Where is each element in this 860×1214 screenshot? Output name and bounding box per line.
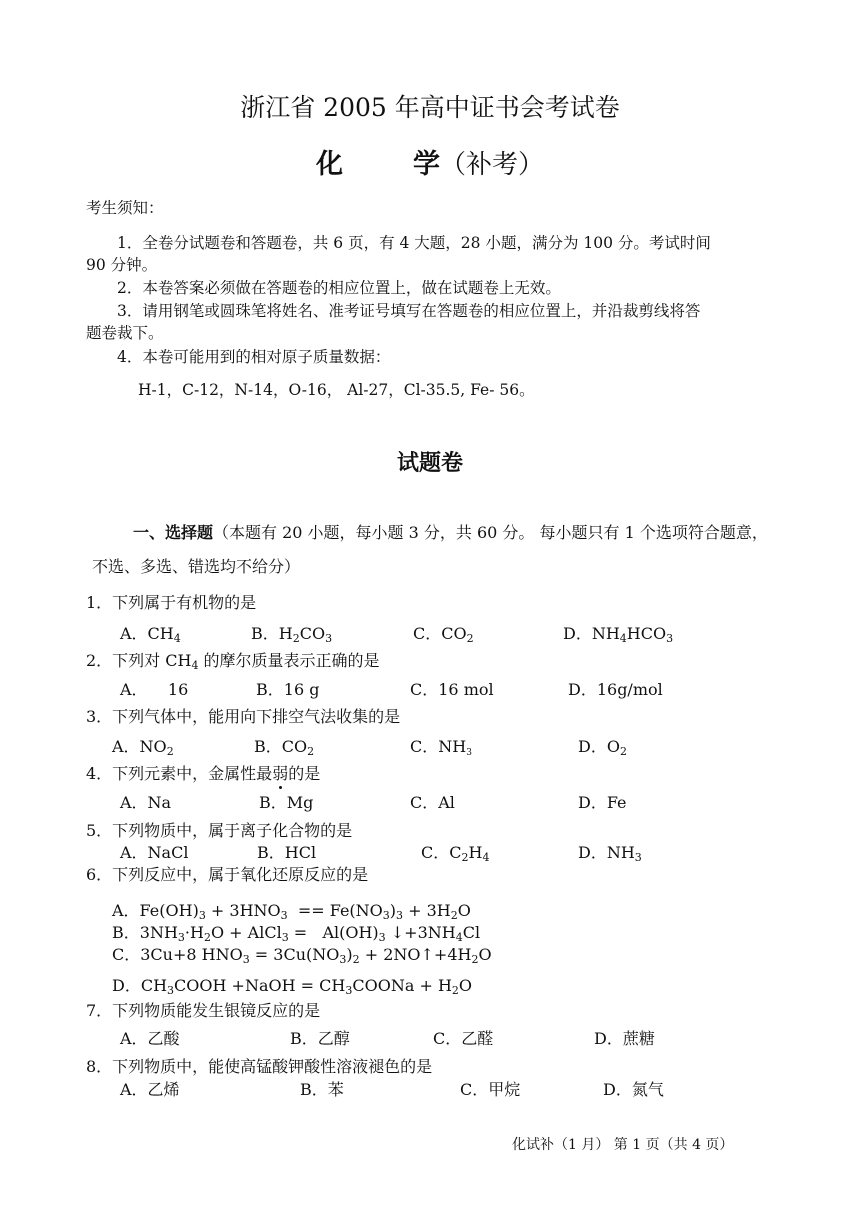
question-3-option-a: A．$NO_2$ <box>112 737 174 758</box>
question-6-option-b: B．$3NH_3\cdot H_2O$ + AlCl$_3$ = $Al(OH)_3$ $↓+3NH_4Cl$ <box>112 923 481 944</box>
part1-desc-cont: 不选、多选、错选均不给分） <box>92 557 301 576</box>
part1-label: 一、选择题 <box>133 523 214 542</box>
part1-desc: （本题有 20 小题，每小题 3 分，共 60 分。 每小题只有 1 个选项符合题意， <box>213 523 768 542</box>
exam-title: 浙江省 2005 年高中证书会考试卷 <box>240 93 620 122</box>
question-2-option-d: D．16g/mol <box>568 680 663 699</box>
question-2-stem-b: 的摩尔质量表示正确的是 <box>198 651 380 670</box>
question-3-option-c: C．$NH_3$ <box>410 737 472 758</box>
notice-item-1: 1．全卷分试题卷和答题卷，共 6 页，有 4 大题，28 小题，满分为 100 分。考试时间 <box>117 234 711 252</box>
subject-char-2: 学 <box>412 149 440 180</box>
notice-item-2: 2．本卷答案必须做在答题卷的相应位置上，做在试题卷上无效。 <box>117 279 561 297</box>
question-3-option-b: B．$CO_2$ <box>254 737 315 758</box>
question-6-option-a: A．$Fe(OH)_3 + 3HNO_3 == Fe(NO_3)_3 + 3H_2O$ <box>112 901 471 922</box>
question-5-option-c: C．$C_2H_4$ <box>421 843 490 864</box>
question-3-option-d: D．$O_2$ <box>578 737 627 758</box>
question-4-option-d: D．Fe <box>578 793 627 812</box>
question-7-stem: 7．下列物质能发生银镜反应的是 <box>86 1001 321 1020</box>
notice-item-3-cont: 题卷裁下。 <box>86 324 164 342</box>
notice-item-3: 3．请用钢笔或圆珠笔将姓名、准考证号填写在答题卷的相应位置上，并沿裁剪线将答 <box>117 302 701 320</box>
question-1-option-a: A．$CH_4$ <box>120 624 181 645</box>
question-1-stem: 1．下列属于有机物的是 <box>86 593 257 612</box>
question-4-option-b: B．Mg <box>259 793 314 812</box>
question-6-option-d: D．$CH_3COOH$ +NaOH = $CH_3COONa + H_2O$ <box>112 976 473 997</box>
question-3-stem: 3．下列气体中，能用向下排空气法收集的是 <box>86 707 401 726</box>
question-6-option-c: C．3Cu+8 $HNO_3 = 3Cu(NO_3)_2$ + $2NO↑+4H_2O$ <box>112 945 492 966</box>
question-2-stem-a: 2．下列对 CH <box>86 651 192 670</box>
question-1-option-d: D．$NH_4HCO_3$ <box>563 624 674 645</box>
question-4-option-a: A．Na <box>120 793 172 812</box>
atomic-masses: H-1，C-12，N-14，O-16， Al-27，Cl-35.5, Fe- 56。 <box>138 381 535 399</box>
notice-item-4: 4．本卷可能用到的相对原子质量数据： <box>117 348 391 366</box>
question-8-stem: 8．下列物质中，能使高锰酸钾酸性溶液褪色的是 <box>86 1057 433 1076</box>
question-2-option-b: B．16 g <box>256 680 320 699</box>
question-1-option-b: B．$H_2CO_3$ <box>251 624 333 645</box>
question-7-option-b: B．乙醇 <box>290 1029 350 1048</box>
part1-heading <box>133 522 768 544</box>
question-5-option-a: A．NaCl <box>120 843 189 862</box>
question-4-stem <box>86 761 320 784</box>
question-5-option-b: B．HCl <box>257 843 317 862</box>
question-8-option-d: D．氮气 <box>603 1080 664 1099</box>
question-4-stem-b: 的是 <box>288 764 321 783</box>
question-5-stem: 5．下列物质中，属于离子化合物的是 <box>86 821 353 840</box>
question-7-option-a: A．乙酸 <box>120 1029 180 1048</box>
question-8-option-b: B．苯 <box>300 1080 344 1099</box>
question-8-option-a: A．乙烯 <box>120 1080 180 1099</box>
page-footer: 化试补（1 月） 第 1 页（共 4 页） <box>512 1137 734 1153</box>
question-7-option-d: D．蔗糖 <box>594 1029 655 1048</box>
question-5-option-d: D．$NH_3$ <box>578 843 642 864</box>
question-2-stem <box>86 648 380 671</box>
question-4-stem-emphasis: 弱 <box>272 764 289 783</box>
question-8-option-c: C．甲烷 <box>460 1080 521 1099</box>
question-2-option-a: A． 16 <box>120 680 189 699</box>
question-4-option-c: C．Al <box>410 793 455 812</box>
notice-item-1-cont: 90 分钟。 <box>86 256 158 274</box>
question-2-stem-sub: 4 <box>191 659 199 672</box>
question-2-option-c: C．16 mol <box>410 680 494 699</box>
question-6-stem: 6．下列反应中，属于氧化还原反应的是 <box>86 865 369 884</box>
question-1-option-c: C．$CO_2$ <box>413 624 474 645</box>
subject-char-1: 化 <box>315 149 343 180</box>
subject-title <box>0 142 860 181</box>
section-title: 试题卷 <box>396 450 463 476</box>
subject-note: （补考） <box>439 150 544 180</box>
question-7-option-c: C．乙醛 <box>433 1029 494 1048</box>
question-4-stem-a: 4．下列元素中，金属性最 <box>86 764 273 783</box>
notice-heading: 考生须知： <box>86 199 164 217</box>
